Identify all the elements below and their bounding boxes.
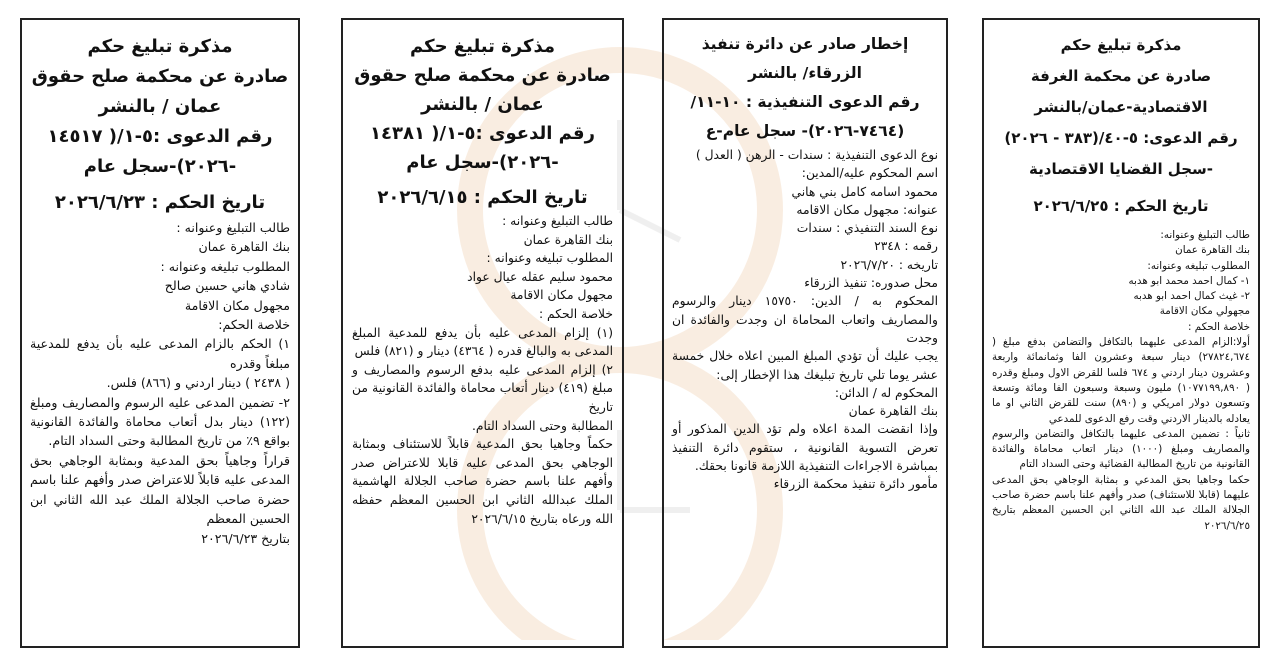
notice-line: ٢- غيث كمال احمد ابو هدبه <box>1133 290 1250 303</box>
notice-case-number: رقم الدعوى: ٥-٤٠/(٣٨٣ - ٢٠٢٦) <box>1004 129 1238 147</box>
notice-court: صادرة عن محكمة صلح حقوق <box>31 66 289 87</box>
notice-body <box>30 218 290 548</box>
notice-line: محمود سليم عقله عيال عواد <box>467 269 613 284</box>
notice-court-location: الاقتصادية-عمان/بالنشر <box>1034 98 1208 116</box>
notice-court-location: عمان / بالنشر <box>421 94 544 115</box>
notice-court-location: عمان / بالنشر <box>98 96 222 117</box>
notice-paragraph: ثانياً : تضمين المدعى عليهما بالتكافل والتضامن والرسوم والمصاريف ومبلغ (١٠٠٠) دينار اتعاب محاماة والفائدة القانونية من تاريخ المطالبة القضائية وحتى السداد التام <box>992 427 1250 471</box>
notice-paragraph: يجب عليك أن تؤدي المبلغ المبين اعلاه خلال خمسة عشر يوما تلي تاريخ تبليغك هذا الإخطار إلى: <box>672 349 938 382</box>
notice-paragraph: ٢) إلزام المدعى عليه بدفع الرسوم والمصاريف و مبلغ (٤١٩) دينار أتعاب محاماة والفائدة القانونية من تاريخ <box>352 362 613 414</box>
notice-header <box>672 30 938 146</box>
notice-line: نوع الدعوى التنفيذية : سندات - الرهن ( العدل ) <box>695 148 938 162</box>
notice-amman-court-14517 <box>20 18 300 648</box>
notice-case-number: رقم الدعوى التنفيذية : ١٠-١١/ <box>690 93 920 111</box>
notice-line: مجهول مكان الاقامة <box>510 288 613 303</box>
notice-paragraph: حكما وجاهيا بحق المدعي و بمثابة الوجاهي بحق المدعى عليهما (قابلا للاستئناف) صدر وأفهم علنا باسم حضرة صاحب الجلالة الملك عبد الله الثاني ابن الحسين المعظم بتاريخ ٢٠٢٦/٦/٢٥ <box>992 473 1250 532</box>
notice-judgment-date: تاريخ الحكم : ٢٠٢٦/٦/١٥ <box>377 187 588 208</box>
notice-signature: مأمور دائرة تنفيذ محكمة الزرقاء <box>773 477 938 492</box>
notice-body <box>992 228 1250 534</box>
notice-registry: (٧٤٦٤-٢٠٢٦)- سجل عام-ع <box>705 122 905 140</box>
notice-zarqa-execution <box>662 18 948 648</box>
notice-line: خلاصة الحكم: <box>218 317 290 333</box>
notice-line: خلاصة الحكم : <box>538 306 613 321</box>
notice-title: إخطار صادر عن دائرة تنفيذ <box>701 35 909 53</box>
notice-court: صادرة عن محكمة صلح حقوق <box>354 65 611 86</box>
notice-line: طالب التبليغ وعنوانه : <box>176 220 290 235</box>
notice-line: بنك القاهرة عمان <box>523 232 613 247</box>
notice-line: طالب التبليغ وعنوانه : <box>502 214 613 228</box>
notice-line: ( ٢٤٣٨ ) دينار اردني و (٨٦٦) فلس. <box>106 375 290 391</box>
notice-line: اسم المحكوم عليه/المدين: <box>801 166 938 181</box>
notice-line: مجهول مكان الاقامة <box>184 297 290 313</box>
notice-case-number: رقم الدعوى :٥-١/( ١٤٣٨١ <box>370 123 595 144</box>
notice-judgment-date: تاريخ الحكم : ٢٠٢٦/٦/٢٥ <box>1033 197 1209 215</box>
notice-line: شادي هاني حسين صالح <box>164 278 290 294</box>
notice-line: بتاريخ ٢٠٢٦/٦/٢٣ <box>201 530 290 546</box>
notice-line: المطالبة وحتى السداد التام. <box>471 418 613 433</box>
notice-header <box>352 32 613 212</box>
notice-amman-court-14381 <box>341 18 624 648</box>
notice-header <box>30 32 290 218</box>
notice-line: نوع السند التنفيذي : سندات <box>796 221 938 236</box>
notice-paragraph: حكماً وجاهيا بحق المدعية قابلاً للاستئناف وبمثابة الوجاهي بحق المدعى عليه قابلا للاعتراض صدر وأفهم علنا باسم حضرة صاحب الجلالة الهاشمية الملك عبدالله الثاني ابن الحسين المعظم حفظه الله ورعاه بتاريخ ٢٠٢٦/٦/١٥ <box>352 437 613 526</box>
notice-paragraph: وإذا انقضت المدة اعلاه ولم تؤد الدين المذكور أو تعرض التسوية القانونية ، ستقوم دائرة التنفيذ بمباشرة الاجراءات التنفيذية اللازمة قانونا بحقك. <box>672 422 938 474</box>
notice-line: المطلوب تبليغه وعنوانه : <box>160 258 290 274</box>
notice-court-location: الزرقاء/ بالنشر <box>748 64 862 82</box>
notice-paragraph: (١) إلزام المدعى عليه بأن يدفع للمدعية المبلغ المدعى به والبالغ قدره ( ٤٣٦٤) دينار و (٨٢١) فلس <box>352 325 613 359</box>
notice-body <box>352 212 613 528</box>
notice-registry: -٢٠٢٦)-سجل عام <box>406 152 559 173</box>
notice-line: المحكوم له / الدائن: <box>834 385 938 400</box>
notice-line: ١- كمال احمد محمد ابو هدبه <box>1128 274 1250 287</box>
notice-line: بنك القاهرة عمان <box>848 404 938 419</box>
notice-body <box>672 146 938 494</box>
notice-title: مذكرة تبليغ حكم <box>87 36 233 57</box>
notice-registry: -٢٠٢٦)-سجل عام <box>83 156 237 177</box>
notice-line: محمود اسامه كامل بني هاني <box>791 184 938 199</box>
notice-line: بنك القاهرة عمان <box>198 239 290 255</box>
notice-line: محل صدوره: تنفيذ الزرقاء <box>804 276 938 291</box>
notice-title: مذكرة تبليغ حكم <box>409 36 556 57</box>
notice-line: رقمه : ٢٣٤٨ <box>874 239 938 254</box>
notice-paragraph: المحكوم به / الدين: ١٥٧٥٠ دينار والرسوم والمصاريف واتعاب المحاماة ان وجدت والفائدة ان وجدت <box>672 294 938 345</box>
notice-case-number: رقم الدعوى :٥-١/( ١٤٥١٧ <box>47 126 273 147</box>
notice-judgment-date: تاريخ الحكم : ٢٠٢٦/٦/٢٣ <box>54 192 266 213</box>
notice-economic-court <box>982 18 1260 648</box>
notice-court: صادرة عن محكمة الغرفة <box>1030 67 1212 85</box>
notice-paragraph: أولا:الزام المدعى عليهما بالتكافل والتضامن بدفع مبلغ ( ٢٧٨٢٤,٦٧٤) دينار سبعة وعشرون الفا وثمانمائة واربعة وعشرون دينار اردني و ٦٧٤ فلسا للقرض الاول ومبلغ وقدره ( ١٠٧٧١٩٩,٨٩٠) مليون وسبعة وسبعون الفا ومائة وتسعة وتسعون دولار امريكي و (٨٩٠) سنت للقرض الثاني او ما يعادله بالدينار الاردني وقت رفع الدعوى للمدعي <box>992 336 1251 425</box>
notice-header <box>992 30 1250 222</box>
notice-line: عنوانه: مجهول مكان الاقامه <box>796 202 938 217</box>
notice-line: مجهولي مكان الاقامة <box>1159 305 1250 318</box>
notice-paragraph: ٢- تضمين المدعى عليه الرسوم والمصاريف ومبلغ (١٢٢) دينار بدل أتعاب محاماة والفائدة القانونية بواقع ٩٪ من تاريخ المطالبة وحتى السداد التام. <box>30 394 290 449</box>
notice-paragraph: قراراً وجاهياً بحق المدعية وبمثابة الوجاهي بحق المدعى عليه قابلاً للاعتراض صدر وأفهم علنا باسم حضرة صاحب الجلالة الملك عبد الله الثاني ابن الحسين المعظم <box>30 452 290 527</box>
notice-paragraph: ١) الحكم بالزام المدعى عليه بأن يدفع للمدعية مبلغاً وقدره <box>30 336 290 371</box>
notice-registry: -سجل القضايا الاقتصادية <box>1029 160 1213 178</box>
notice-line: بنك القاهرة عمان <box>1175 244 1250 257</box>
notice-line: طالب التبليغ وعنوانه: <box>1160 229 1250 241</box>
notice-title: مذكرة تبليغ حكم <box>1060 36 1182 54</box>
notice-line: المطلوب تبليغه وعنوانه: <box>1147 259 1250 272</box>
notice-line: خلاصة الحكم : <box>1188 320 1250 333</box>
notice-line: تاريخه : ٢٠٢٦/٧/٢٠ <box>840 257 938 272</box>
notice-line: المطلوب تبليغه وعنوانه : <box>486 251 613 266</box>
